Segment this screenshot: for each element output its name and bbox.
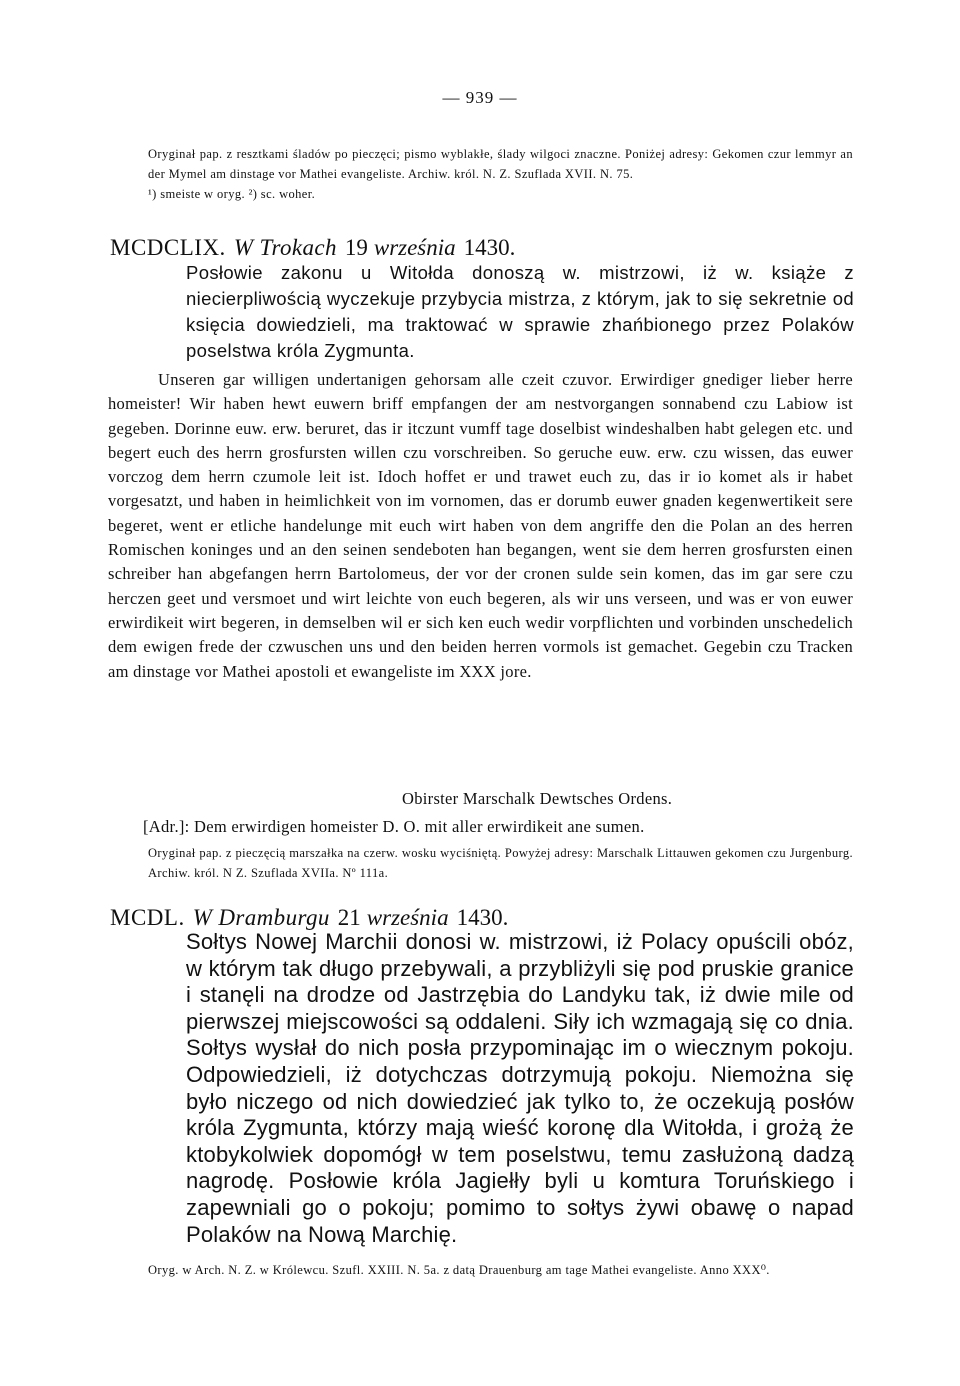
document-note-text: Oryg. w Arch. N. Z. w Królewcu. Szufl. XXIII. N. 5a. z datą Drauenburg am tage Mathei evangeliste. Anno XXX⁰.: [148, 1263, 770, 1277]
footnote-line: Oryginał pap. z resztkami śladów po pieczęci; pismo wyblakłe, ślady wilgoci znaczne. Poniżej adresy: Gekomen czur lemmyr an der Mymel am dinstage vor Mathei evangeliste. Archiw. król. N. Z. Szuflada XVII. N. 75.: [148, 147, 853, 181]
document-note: [108, 1260, 853, 1280]
document-summary: Sołtys Nowej Marchii donosi w. mistrzowi, iż Polacy opuścili obóz, w którym tak długo przebywali, a przybliżyli się pod pruskie granice i stanęli na drodze od Jastrzębia do Landyku tak, iż dwie mile od pierwszej miejscowości są oddaleni. Siły ich wzmagają się co dnia. Sołtys wysłał do nich posła przypominając im o wiecznym pokoju. Odpowiedzieli, iż dotychczas dotrzymują pokoju. Niemożna się było niczego od nich dowiedzieć jak tylko to, że oczekują posłów króla Zygmunta, którzy mają wieść koronę dla Witołda, i grożą że ktobykolwiek dopomógł w tem poselstwu, temu zasłużoną dadzą nagrodę. Posłowie króla Jagiełły byli u komtura Toruńskiego i zapewniali go o pokoju; pomimo to sołtys żywi obawę o napad Polaków na Nową Marchię.: [186, 929, 854, 1247]
footnote-top: [108, 144, 853, 204]
document-day: 21: [337, 905, 361, 930]
document-heading: [110, 234, 515, 262]
page-number: — 939 —: [442, 88, 518, 107]
document-summary: Posłowie zakonu u Witołda donoszą w. mistrzowi, iż w. książe z niecierpliwością wyczekuje przybycia mistrza, z którym, jak to się sekretnie od księcia dowiedzieli, ma traktować w sprawie zhańbionego przez Polaków poselstwa króla Zygmunta.: [186, 262, 854, 361]
document-month: września: [373, 235, 456, 260]
document-year: 1430.: [463, 235, 516, 260]
document-text: [108, 368, 853, 684]
footnote-line: ¹) smeiste w oryg. ²) sc. woher.: [148, 187, 316, 201]
document-address: [143, 817, 645, 837]
document-place: W Dramburgu: [192, 905, 330, 930]
document-signature: Obirster Marschalk Dewtsches Ordens.: [402, 789, 673, 808]
document-number: MCDCLIX.: [110, 235, 226, 260]
document-day: 19: [344, 235, 368, 260]
document-place: W Trokach: [233, 235, 337, 260]
document-note: [108, 843, 853, 883]
document-heading: [110, 904, 508, 932]
document-note-text: Oryginał pap. z pieczęcią marszałka na czerw. wosku wyciśniętą. Powyżej adresy: Marschalk Littauwen gekomen czu Jurgenburg. Archiw. król. N Z. Szuflada XVIIa. Nº 111a.: [148, 846, 853, 880]
document-year: 1430.: [456, 905, 509, 930]
document-number: MCDL.: [110, 905, 185, 930]
address-label: [Adr.]:: [143, 817, 190, 836]
document-paragraph: Unseren gar willigen undertanigen gehorsam alle czeit czuvor. Erwirdiger gnediger lieber herre homeister! Wir haben hewt euwern briff empfangen der am nestvorgangen sonnabend czu Labiow ist gegeben. Dorinne euw. erw. beruret, das ir itczunt vumff tage doselbist windeshalben habt gelegen etc. und begert euch des herrn grosfursten willen czu vorschreiben. So geruche euw. erw. czu wissen, das euwer vorczog dem herrn czumole leit ist. Idoch hoffet er und trawet euch zu, das ir io komet als ir habet vorgesatzt, und haben in heimlichkeit von im vornomen, das er dorumb euwer gnaden kegenwertikeit sere begeret, went er etliche handelunge mit euch wirt haben von dem angriffe den die Polan an des herren Romischen koninges und an den seinen sendeboten han begangen, went sie dem herren grosfursten einen schreiber han abgefangen herrn Bartolomeus, der vor der cronen sulde sein komen, das im gar sere czu herczen geet und versmoet und wirt leichte von euch begeren, als wir uns verseen, und was er von euwer erwirdikeit wirt begeren, in demselben wil er sich ken euch wedir vorpflichten und vorbinden unschedelich dem ewigen frede der czwuschen uns und den beiden herren vormols ist gemachet. Gegebin czu Tracken am dinstage vor Mathei apostoli et ewangeliste im XXX jore.: [108, 370, 853, 681]
document-month: września: [366, 905, 449, 930]
address-text: Dem erwirdigen homeister D. O. mit aller erwirdikeit ane sumen.: [194, 817, 645, 836]
